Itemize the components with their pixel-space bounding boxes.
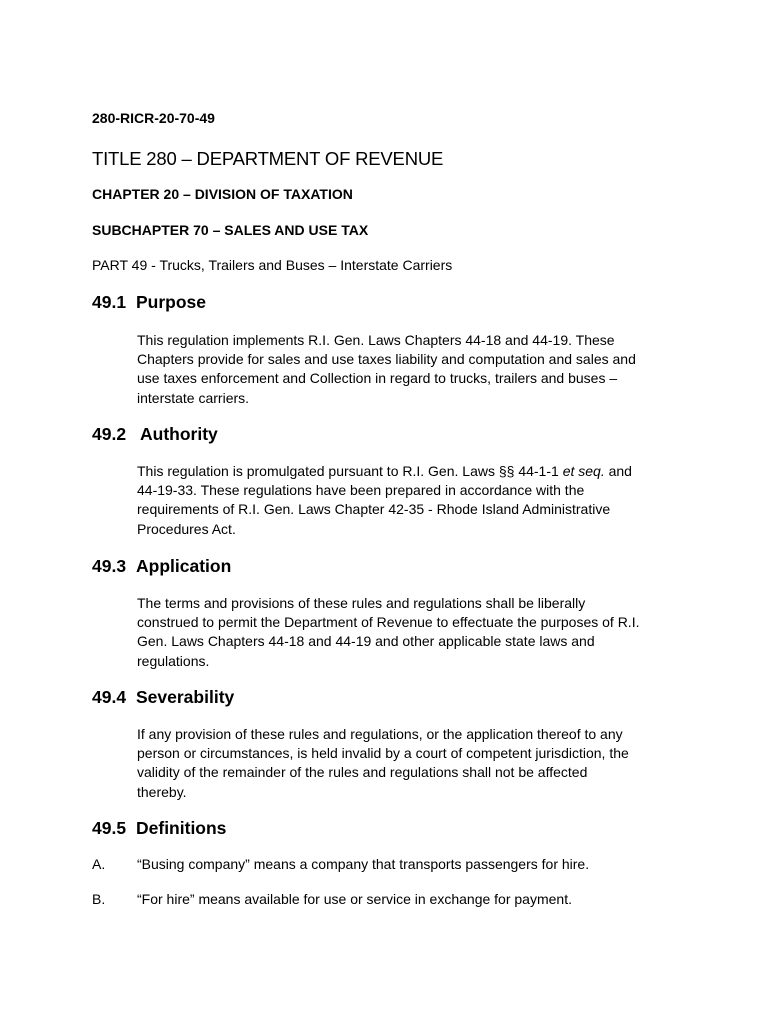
section-title: Definitions <box>136 818 227 838</box>
section-heading-application <box>92 556 231 577</box>
section-heading-purpose <box>92 292 206 313</box>
text-run: This regulation is promulgated pursuant to R.I. Gen. Laws §§ 44-1-1 <box>137 463 563 479</box>
body-line: thereby. <box>137 783 187 800</box>
section-number: 49.2 <box>92 424 127 444</box>
section-body-authority <box>137 462 689 539</box>
body-line: Chapters provide for sales and use taxes liability and computation and sales and <box>137 351 636 368</box>
body-line: person or circumstances, is held invalid by a court of competent jurisdiction, the <box>137 745 629 762</box>
section-number: 49.4 <box>92 687 127 707</box>
section-heading-authority <box>92 424 218 445</box>
section-number: 49.1 <box>92 292 127 312</box>
definition-item <box>92 891 572 907</box>
section-body-purpose <box>137 331 689 408</box>
section-body-severability <box>137 725 689 802</box>
definition-letter: A. <box>92 856 106 872</box>
body-line: interstate carriers. <box>137 389 250 406</box>
text-run: and <box>604 463 632 479</box>
body-line: 44-19-33. These regulations have been prepared in accordance with the <box>137 482 585 499</box>
section-heading-severability <box>92 687 234 708</box>
body-line: requirements of R.I. Gen. Laws Chapter 42-35 - Rhode Island Administrative <box>137 501 611 518</box>
body-line: Gen. Laws Chapters 44-18 and 44-19 and other applicable state laws and <box>137 633 595 650</box>
document-id: 280-RICR-20-70-49 <box>92 110 215 126</box>
definition-text: “Busing company” means a company that transports passengers for hire. <box>137 856 590 872</box>
section-title: Application <box>136 556 232 576</box>
italic-text: et seq. <box>562 463 605 479</box>
body-line: This regulation implements R.I. Gen. Laws Chapters 44-18 and 44-19. These <box>137 332 615 348</box>
body-line: use taxes enforcement and Collection in regard to trucks, trailers and buses – <box>137 370 618 387</box>
chapter-heading: CHAPTER 20 – DIVISION OF TAXATION <box>92 186 353 202</box>
body-line <box>137 462 689 481</box>
body-line: If any provision of these rules and regulations, or the application thereof to any <box>137 726 623 742</box>
body-line: validity of the remainder of the rules and regulations shall not be affected <box>137 764 588 781</box>
body-line: regulations. <box>137 652 210 669</box>
definition-letter: B. <box>92 891 106 907</box>
body-line: Procedures Act. <box>137 520 236 537</box>
title-heading: TITLE 280 – DEPARTMENT OF REVENUE <box>92 148 444 169</box>
body-line: The terms and provisions of these rules and regulations shall be liberally <box>137 595 586 611</box>
body-line: construed to permit the Department of Revenue to effectuate the purposes of R.I. <box>137 614 640 631</box>
section-number: 49.3 <box>92 556 127 576</box>
definition-text: “For hire” means available for use or service in exchange for payment. <box>137 891 572 907</box>
section-number: 49.5 <box>92 818 127 838</box>
section-title: Severability <box>136 687 235 707</box>
part-heading: PART 49 - Trucks, Trailers and Buses – Interstate Carriers <box>92 257 453 273</box>
subchapter-heading: SUBCHAPTER 70 – SALES AND USE TAX <box>92 222 369 238</box>
section-title: Purpose <box>136 292 207 312</box>
section-title: Authority <box>140 424 218 444</box>
section-heading-definitions <box>92 818 226 839</box>
section-body-application <box>137 594 689 671</box>
definition-item <box>92 856 589 872</box>
